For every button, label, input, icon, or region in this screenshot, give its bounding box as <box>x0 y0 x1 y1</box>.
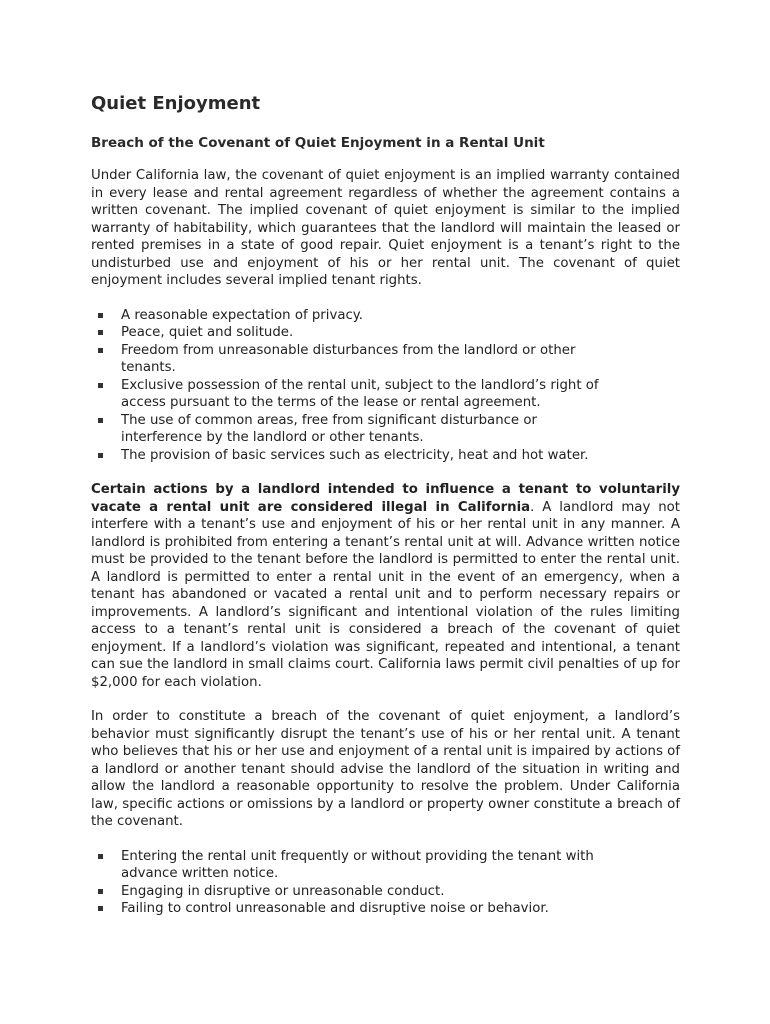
list-item: Entering the rental unit frequently or without providing the tenant with advance written notice. <box>91 848 621 883</box>
list-item: The provision of basic services such as electricity, heat and hot water. <box>91 447 621 465</box>
square-bullet-icon <box>98 453 103 458</box>
square-bullet-icon <box>98 854 103 859</box>
square-bullet-icon <box>98 313 103 318</box>
illegal-actions-paragraph: Certain actions by a landlord intended to influence a tenant to voluntarily vacate a rental unit are considered illegal in California. A landlord may not interfere with a tenant’s use and enjoyment of his or her rental unit in any manner. A landlord is prohibited from entering a tenant’s rental unit at will. Advance written notice must be provided to the tenant before the landlord is permitted to enter the rental unit. A landlord is permitted to enter a rental unit in the event of an emergency, when a tenant has abandoned or vacated a rental unit and to perform necessary repairs or improvements. A landlord’s significant and intentional violation of the rules limiting access to a tenant’s rental unit is considered a breach of the covenant of quiet enjoyment. If a landlord’s violation was significant, repeated and intentional, a tenant can sue the landlord in small claims court. California laws permit civil penalties of up for $2,000 for each violation. <box>91 482 680 690</box>
list-item: Freedom from unreasonable disturbances from the landlord or other tenants. <box>91 342 621 377</box>
list-item: The use of common areas, free from significant disturbance or interference by the landlord or other tenants. <box>91 412 621 447</box>
list-item: A reasonable expectation of privacy. <box>91 307 621 325</box>
tenant-rights-list <box>91 307 680 465</box>
list-item: Engaging in disruptive or unreasonable conduct. <box>91 883 621 901</box>
bold-lead-sentence: Certain actions by a landlord intended to influence a tenant to voluntarily vacate a rental unit are considered illegal in California <box>91 482 680 515</box>
square-bullet-icon <box>98 348 103 353</box>
list-item: Failing to control unreasonable and disruptive noise or behavior. <box>91 900 621 918</box>
square-bullet-icon <box>98 906 103 911</box>
breach-requirements-paragraph: In order to constitute a breach of the covenant of quiet enjoyment, a landlord’s behavior must significantly disrupt the tenant’s use of his or her rental unit. A tenant who believes that his or her use and enjoyment of a rental unit is impaired by actions of a landlord or another tenant should advise the landlord of the situation in writing and allow the landlord a reasonable opportunity to resolve the problem. Under California law, specific actions or omissions by a landlord or property owner constitute a breach of the covenant. <box>91 709 680 829</box>
list-item: Peace, quiet and solitude. <box>91 324 621 342</box>
square-bullet-icon <box>98 383 103 388</box>
square-bullet-icon <box>98 889 103 894</box>
list-item: Exclusive possession of the rental unit, subject to the landlord’s right of access pursuant to the terms of the lease or rental agreement. <box>91 377 621 412</box>
page-title: Quiet Enjoyment <box>91 93 261 114</box>
document-page <box>91 92 680 935</box>
square-bullet-icon <box>98 418 103 423</box>
intro-paragraph: Under California law, the covenant of quiet enjoyment is an implied warranty contained in every lease and rental agreement regardless of whether the agreement contains a written covenant. The implied covenant of quiet enjoyment is similar to the implied warranty of habitability, which guarantees that the landlord will maintain the leased or rented premises in a state of good repair. Quiet enjoyment is a tenant’s right to the undisturbed use and enjoyment of his or her rental unit. The covenant of quiet enjoyment includes several implied tenant rights. <box>91 168 680 288</box>
breach-actions-list <box>91 848 680 918</box>
section-heading: Breach of the Covenant of Quiet Enjoyment in a Rental Unit <box>91 135 545 151</box>
square-bullet-icon <box>98 330 103 335</box>
